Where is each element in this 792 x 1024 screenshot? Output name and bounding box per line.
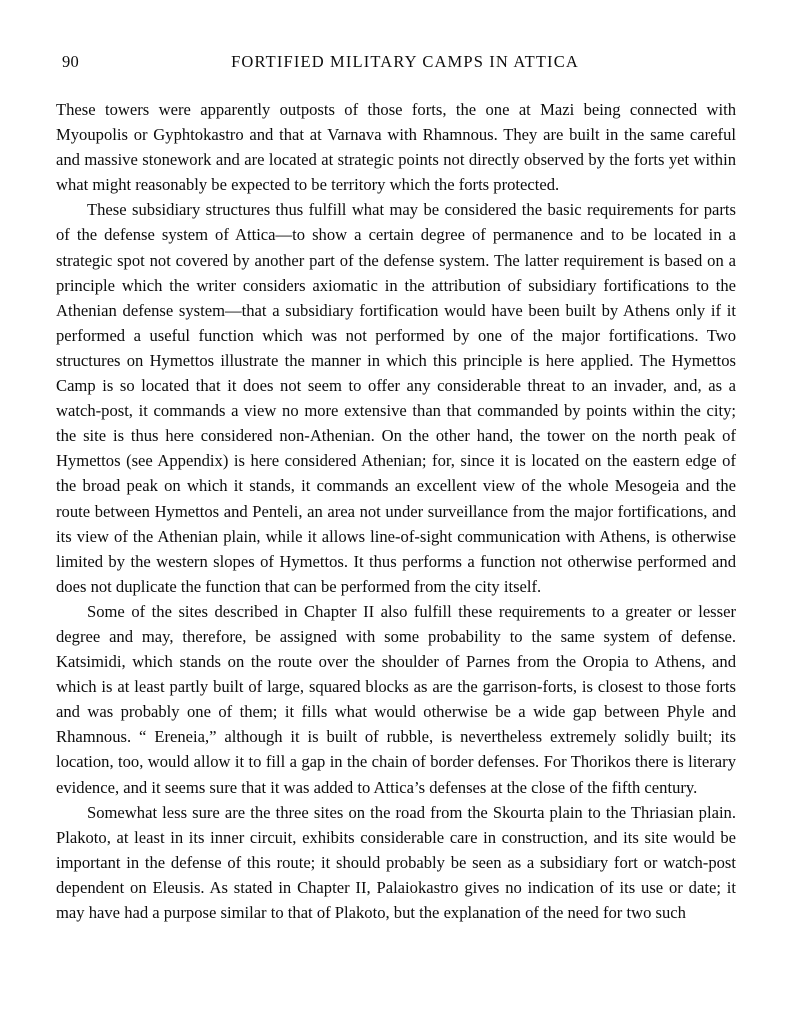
body-text xyxy=(56,97,736,925)
paragraph: These subsidiary structures thus fulfill what may be considered the basic requirements for parts of the defense system of Attica—to show a certain degree of permanence and to be located in a strategic spot not covered by another part of the defense system. The latter requirement is based on a principle which the writer considers axiomatic in the attribution of subsidiary fortifications to the Athenian defense system—that a subsidiary fortification would have been built by Athens only if it performed a useful function which was not performed by one of the major fortifications. Two structures on Hymettos illustrate the manner in which this principle is here applied. The Hymettos Camp is so located that it does not seem to offer any considerable threat to an invader, and, as a watch-post, it commands a view no more extensive than that commanded by points within the city; the site is thus here considered non-Athenian. On the other hand, the tower on the north peak of Hymettos (see Appendix) is here considered Athenian; for, since it is located on the eastern edge of the broad peak on which it stands, it commands an excellent view of the whole Mesogeia and the route between Hymettos and Penteli, an area not under surveillance from the major fortifications, and its view of the Athenian plain, while it allows line-of-sight communication with Athens, is otherwise limited by the western slopes of Hymettos. It thus performs a function not otherwise performed and does not duplicate the function that can be performed from the city itself. xyxy=(56,200,736,596)
paragraph: Some of the sites described in Chapter II also fulfill these requirements to a greater or lesser degree and may, therefore, be assigned with some probability to the same system of defense. Katsimidi, which stands on the route over the shoulder of Parnes from the Oropia to Athens, and which is at least partly built of large, squared blocks as are the garrison-forts, is closest to those forts and was probably one of them; it fills what would otherwise be a wide gap between Phyle and Rhamnous. “ Ereneia,” although it is built of rubble, is nevertheless extremely solidly built; its location, too, would allow it to fill a gap in the chain of border defenses. For Thorikos there is literary evidence, and it seems sure that it was added to Attica’s defenses at the close of the fifth century. xyxy=(56,601,736,797)
running-head-title: FORTIFIED MILITARY CAMPS IN ATTICA xyxy=(231,52,579,71)
paragraph: These towers were apparently outposts of those forts, the one at Mazi being connected with Myoupolis or Gyphtokastro and that at Varnava with Rhamnous. They are built in the same careful and massive stonework and are located at strategic points not directly observed by the forts yet within what might reasonably be expected to be territory which the forts protected. xyxy=(56,100,736,195)
page-number: 90 xyxy=(62,52,80,71)
paragraph: Somewhat less sure are the three sites on the road from the Skourta plain to the Thriasian plain. Plakoto, at least in its inner circuit, exhibits considerable care in construction, and its site would be important in the defense of this route; it should probably be seen as a subsidiary fort or watch-post dependent on Eleusis. As stated in Chapter II, Palaiokastro gives no indication of its use or date; it may have had a purpose similar to that of Plakoto, but the explanation of the need for two such xyxy=(56,802,736,922)
running-head xyxy=(56,52,736,86)
